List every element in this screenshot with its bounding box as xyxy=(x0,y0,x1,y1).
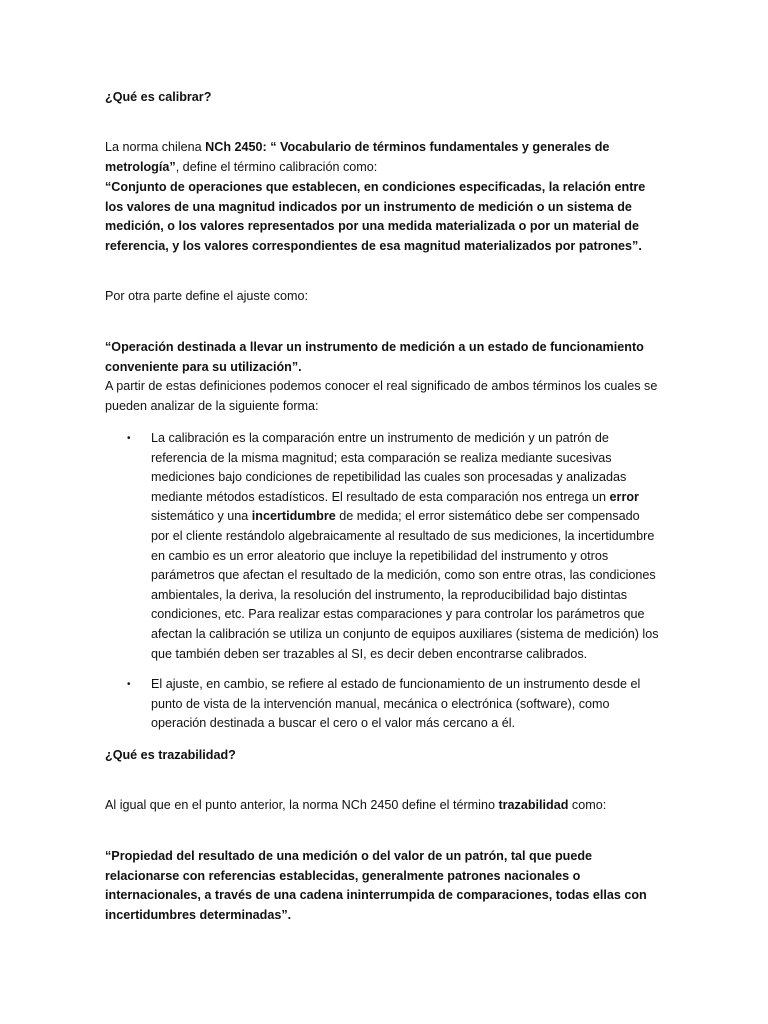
ajuste-intro: Por otra parte define el ajuste como: xyxy=(105,289,309,303)
calibration-definition-quote: “Conjunto de operaciones que establecen, en condiciones especificadas, la relación entre los valores de una magnitud indicados por un instrumento de medición o un sistema de medición, o los valores representados por una medida materializada o por un material de referencia, y los valores correspondientes de esa magnitud materializados por patrones”. xyxy=(105,180,646,253)
trazabilidad-intro: Al igual que en el punto anterior, la norma NCh 2450 define el término trazabilidad como: xyxy=(105,798,607,812)
term-trazabilidad: trazabilidad xyxy=(498,798,569,812)
intro-norm-title: NCh 2450: “ Vocabulario de términos fundamentales y generales de metrología” xyxy=(105,140,610,174)
bullet-ajuste-text: El ajuste, en cambio, se refiere al estado de funcionamiento de un instrumento desde el punto de vista de la intervención manual, mecánica o electrónica (software), como operación destinada a buscar el cero o el valor más cercano a él. xyxy=(151,677,641,731)
trazabilidad-definition-quote: “Propiedad del resultado de una medición o del valor de un patrón, tal que puede relacionarse con referencias establecidas, generalmente patrones nacionales o internacionales, a través de una cadena ininterrumpida de comparaciones, todas ellas con incertidumbres determinadas”. xyxy=(105,849,647,922)
bullet-calibracion-text: La calibración es la comparación entre un instrumento de medición y un patrón de referencia de la misma magnitud; esta comparación se realiza mediante sucesivas mediciones bajo condiciones de repetibilidad las cuales son procesadas y analizadas mediante métodos estadísticos. El resultado de esta comparación nos entrega un error sistemático y una incertidumbre de medida; el error sistemático debe ser compensado por el cliente restándolo algebraicamente al resultado de sus mediciones, la incertidumbre en cambio es un error aleatorio que incluye la repetibilidad del instrumento y otros parámetros que afectan el resultado de la medición, como son entre otras, las condiciones ambientales, la deriva, la resolución del instrumento, la reproducibilidad bajo distintas condiciones, etc. Para realizar estas comparaciones y para controlar los parámetros que afectan la calibración se utiliza un conjunto de equipos auxiliares (sistema de medición) los que también deben ser trazables al SI, es decir deben encontrarse calibrados. xyxy=(151,431,659,661)
bullet-icon: • xyxy=(127,433,131,444)
intro-post: , define el término calibración como: xyxy=(175,159,378,174)
intro-paragraph xyxy=(105,138,665,177)
ajuste-definition-quote: “Operación destinada a llevar un instrumento de medición a un estado de funcionamiento conveniente para su utilización”. xyxy=(105,340,644,374)
heading-que-es-calibrar: ¿Qué es calibrar? xyxy=(105,90,212,104)
heading-que-es-trazabilidad: ¿Qué es trazabilidad? xyxy=(105,748,236,762)
analysis-intro: A partir de estas definiciones podemos conocer el real significado de ambos términos los cuales se pueden analizar de la siguiente forma: xyxy=(105,379,658,413)
intro-pre: La norma chilena xyxy=(105,140,206,154)
bullet-icon: • xyxy=(127,679,131,690)
